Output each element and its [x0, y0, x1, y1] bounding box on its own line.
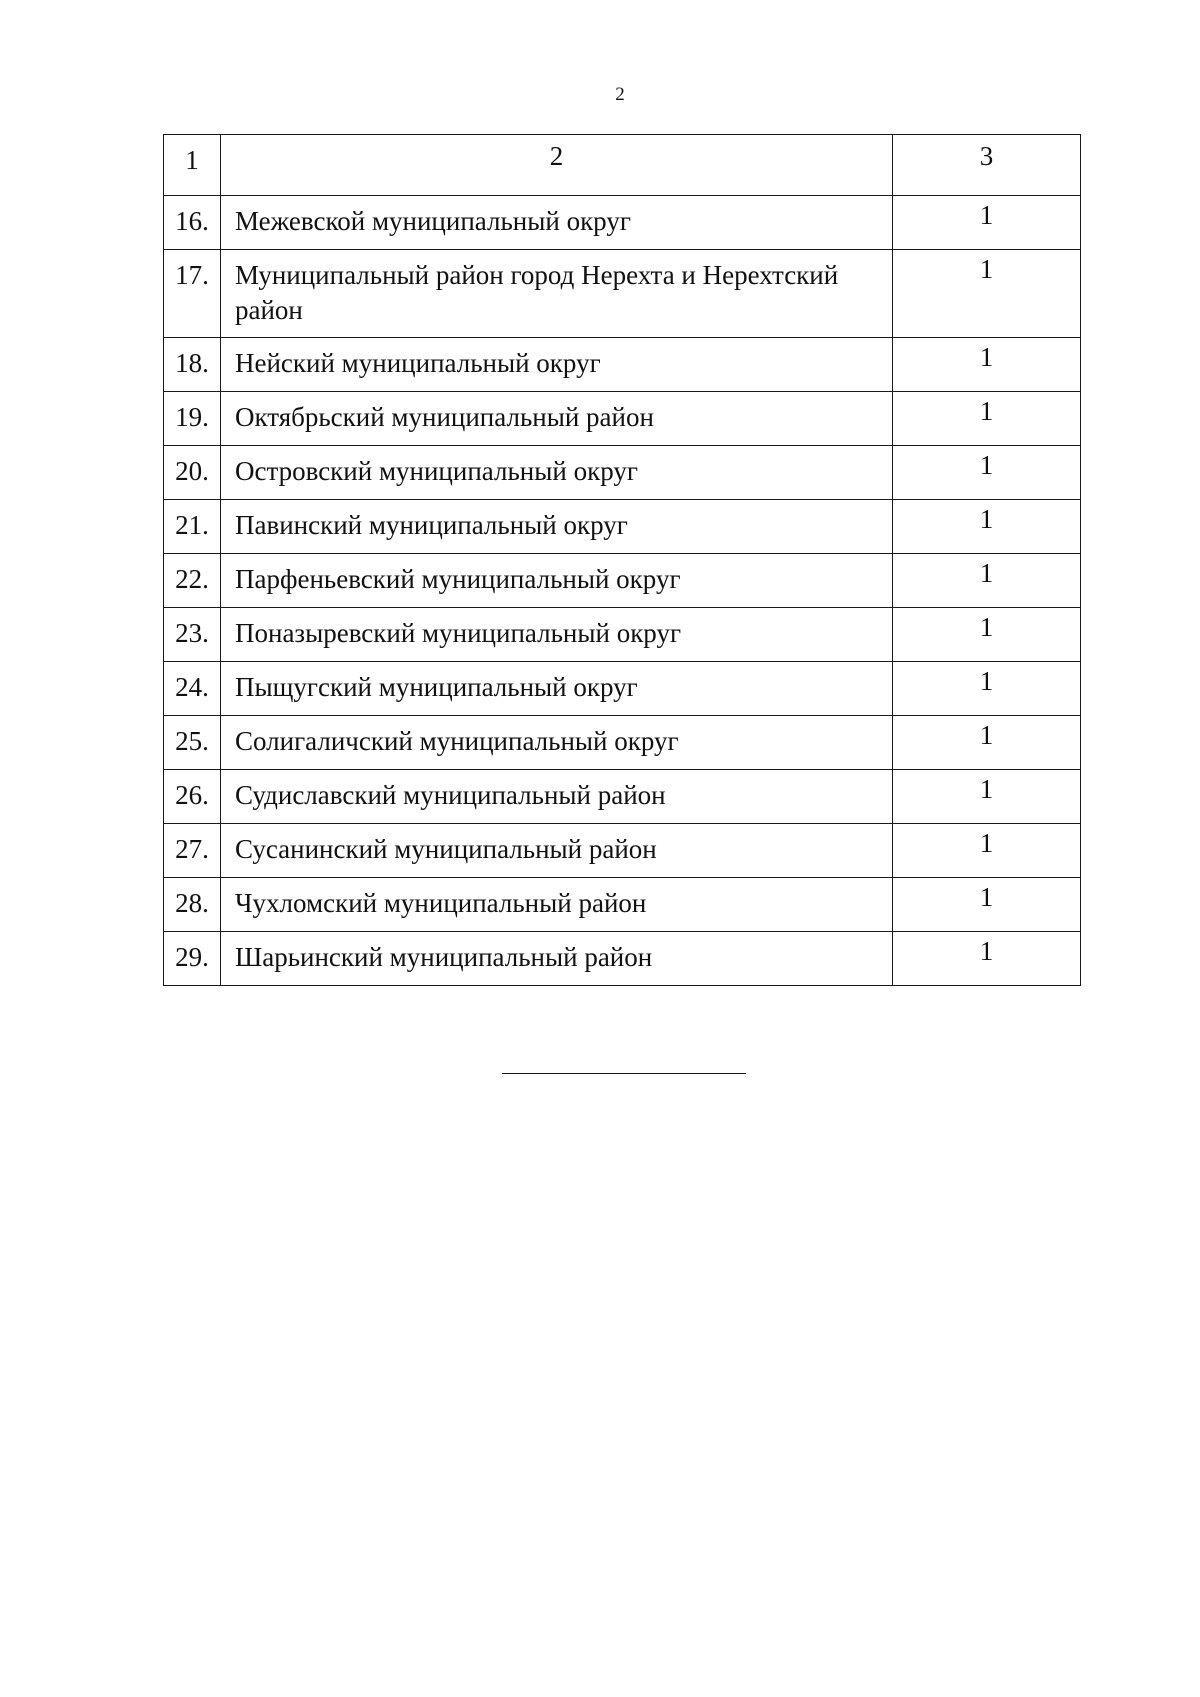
row-number: 18. — [164, 338, 221, 392]
table-row — [164, 250, 1081, 338]
table-row — [164, 716, 1081, 770]
district-name: Шарьинский муниципальный район — [221, 932, 893, 986]
district-name: Межевской муниципальный округ — [221, 196, 893, 250]
row-number: 26. — [164, 770, 221, 824]
row-number: 28. — [164, 878, 221, 932]
district-name: Поназыревский муниципальный округ — [221, 608, 893, 662]
districts-table — [163, 134, 1081, 986]
table-header-row — [164, 135, 1081, 196]
row-number: 23. — [164, 608, 221, 662]
row-value: 1 — [893, 500, 1081, 554]
header-cell-name: 2 — [221, 135, 893, 196]
table-row — [164, 824, 1081, 878]
header-cell-number: 1 — [164, 135, 221, 196]
row-number: 22. — [164, 554, 221, 608]
row-value: 1 — [893, 716, 1081, 770]
row-number: 19. — [164, 392, 221, 446]
table-row — [164, 392, 1081, 446]
row-number: 29. — [164, 932, 221, 986]
table-row — [164, 446, 1081, 500]
closing-divider-line — [502, 1073, 746, 1074]
row-value: 1 — [893, 662, 1081, 716]
district-name: Островский муниципальный округ — [221, 446, 893, 500]
table-row — [164, 338, 1081, 392]
row-value: 1 — [893, 446, 1081, 500]
row-value: 1 — [893, 554, 1081, 608]
district-name: Сусанинский муниципальный район — [221, 824, 893, 878]
row-number: 21. — [164, 500, 221, 554]
table-row — [164, 662, 1081, 716]
row-value: 1 — [893, 824, 1081, 878]
district-name: Пыщугский муниципальный округ — [221, 662, 893, 716]
row-number: 24. — [164, 662, 221, 716]
district-name: Октябрьский муниципальный район — [221, 392, 893, 446]
table-row — [164, 608, 1081, 662]
row-value: 1 — [893, 608, 1081, 662]
row-value: 1 — [893, 338, 1081, 392]
row-number: 20. — [164, 446, 221, 500]
row-number: 17. — [164, 250, 221, 338]
row-value: 1 — [893, 932, 1081, 986]
table-row — [164, 196, 1081, 250]
table-row — [164, 554, 1081, 608]
district-name: Чухломский муниципальный район — [221, 878, 893, 932]
table-row — [164, 932, 1081, 986]
row-value: 1 — [893, 878, 1081, 932]
row-value: 1 — [893, 770, 1081, 824]
table-row — [164, 770, 1081, 824]
row-value: 1 — [893, 250, 1081, 338]
district-name: Муниципальный район город Нерехта и Нерехтский район — [221, 250, 893, 338]
row-number: 27. — [164, 824, 221, 878]
table-row — [164, 878, 1081, 932]
district-name: Парфеньевский муниципальный округ — [221, 554, 893, 608]
row-value: 1 — [893, 392, 1081, 446]
table-body — [164, 135, 1081, 986]
row-number: 25. — [164, 716, 221, 770]
district-name: Судиславский муниципальный район — [221, 770, 893, 824]
row-value: 1 — [893, 196, 1081, 250]
row-number: 16. — [164, 196, 221, 250]
table-row — [164, 500, 1081, 554]
page-number: 2 — [615, 84, 625, 105]
header-cell-value: 3 — [893, 135, 1081, 196]
district-name: Нейский муниципальный округ — [221, 338, 893, 392]
district-name: Павинский муниципальный округ — [221, 500, 893, 554]
district-name: Солигаличский муниципальный округ — [221, 716, 893, 770]
